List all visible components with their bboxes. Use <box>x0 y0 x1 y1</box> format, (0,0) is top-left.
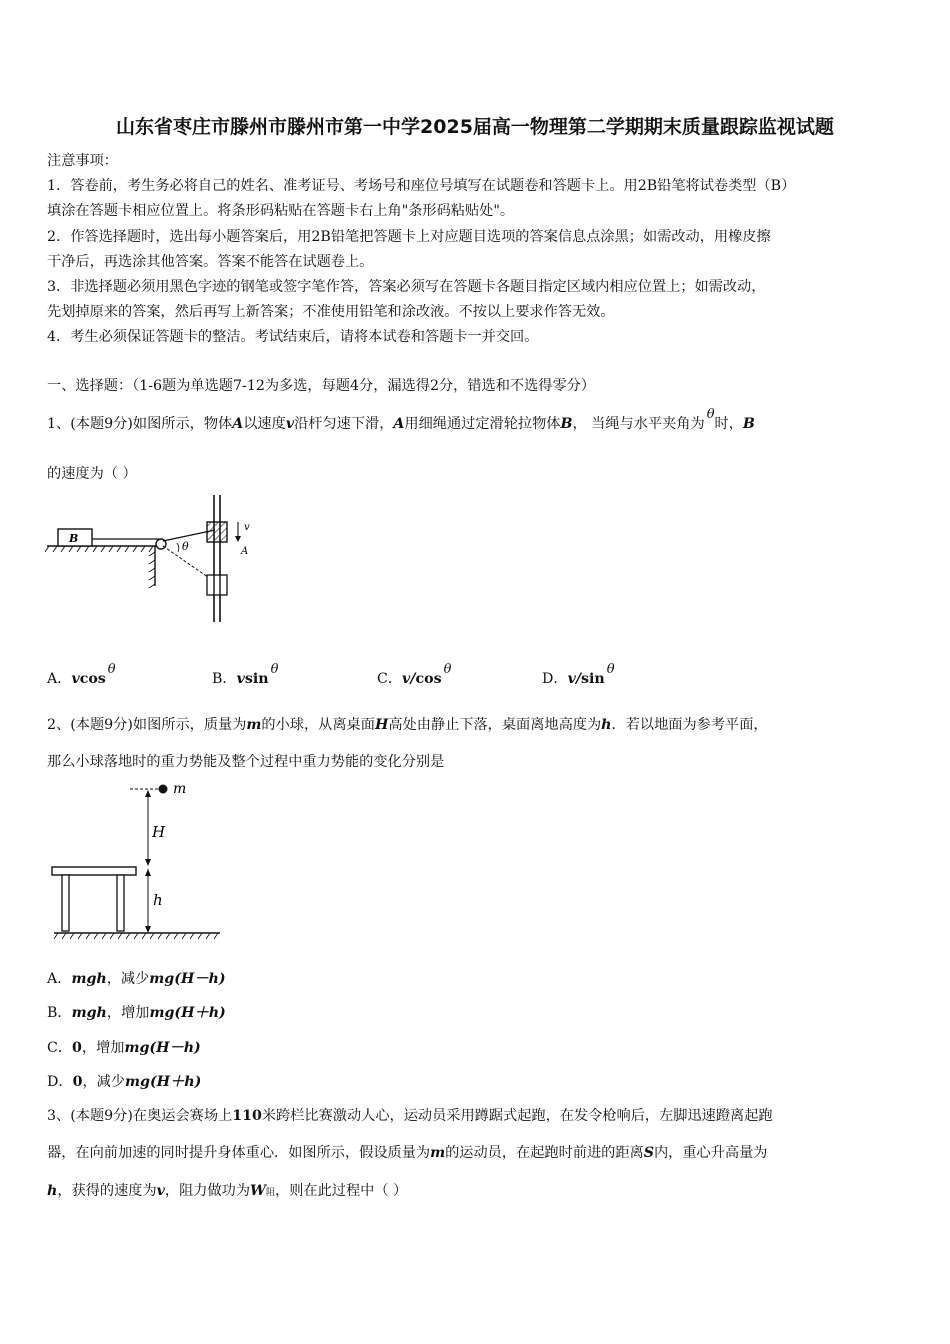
notice-heading: 注意事项： <box>47 153 118 169</box>
q1-option-d: D．v/sinθ <box>542 662 615 687</box>
fig-label-A: A <box>241 546 249 557</box>
notice-line: 3．非选择题必须用黑色字迹的钢笔或签字笔作答，答案必须写在答题卡各题目指定区域内相应位置上；如需改动， <box>47 279 766 295</box>
q2-figure <box>50 775 230 945</box>
q2-stem: 2、(本题9分)如图所示，质量为m的小球，从离桌面H高处由静止下落，桌面离地高度为h．若以地面为参考平面， <box>47 717 768 733</box>
q1-option-a: A．vcosθ <box>47 662 116 687</box>
q1-stem: 1、(本题9分)如图所示，物体A以速度v沿杆匀速下滑，A用细绳通过定滑轮拉物体B， 当绳与水平夹角为θ时，B <box>47 407 755 432</box>
q3-stem-line3: h，获得的速度为v，阻力做功为W阻，则在此过程中（ ） <box>47 1183 408 1199</box>
q1-option-b: B．vsinθ <box>212 662 279 687</box>
q3-stem-line2: 器，在向前加速的同时提升身体重心．如图所示，假设质量为m的运动员，在起跑时前进的距离S内，重心升高量为 <box>47 1145 768 1161</box>
q2-option-c: C．0，增加mg(H－h) <box>47 1040 201 1056</box>
fig-label-h: h <box>153 891 163 909</box>
notice-line: 先划掉原来的答案，然后再写上新答案；不准使用铅笔和涂改液。不按以上要求作答无效。 <box>47 304 615 320</box>
q2-stem-line2: 那么小球落地时的重力势能及整个过程中重力势能的变化分别是 <box>47 754 445 770</box>
q3-stem: 3、(本题9分)在奥运会赛场上110米跨栏比赛激动人心，运动员采用蹲踞式起跑，在发令枪响后，左脚迅速蹬离起跑 <box>47 1108 773 1124</box>
fig-label-H: H <box>152 823 166 841</box>
notice-line: 2．作答选择题时，选出每小题答案后，用2B铅笔把答题卡上对应题目选项的答案信息点涂黑；如需改动，用橡皮擦 <box>47 229 771 245</box>
notice-line: 1．答卷前，考生务必将自己的姓名、准考证号、考场号和座位号填写在试题卷和答题卡上。用2B铅笔将试卷类型（B） <box>47 178 796 194</box>
fig-label-theta: θ <box>182 540 189 553</box>
fig-label-B: B <box>69 532 79 545</box>
q2-option-b: B．mgh，增加mg(H＋h) <box>47 1005 226 1021</box>
fig-label-v: v <box>244 522 250 533</box>
q1-stem-line2: 的速度为（ ） <box>47 466 137 482</box>
fig-label-m: m <box>173 781 187 797</box>
q2-option-d: D．0，减少mg(H＋h) <box>47 1074 202 1090</box>
notice-line: 干净后，再选涂其他答案。答案不能答在试题卷上。 <box>47 254 374 270</box>
q1-option-c: C．v/cosθ <box>377 662 452 687</box>
q1-figure <box>45 490 275 630</box>
section-heading: 一、选择题：（1-6题为单选题7-12为多选，每题4分，漏选得2分，错选和不选得零分） <box>47 378 596 394</box>
q2-option-a: A．mgh，减少mg(H－h) <box>47 971 226 987</box>
page-title: 山东省枣庄市滕州市滕州市第一中学2025届高一物理第二学期期末质量跟踪监视试题 <box>116 116 834 138</box>
notice-line: 4．考生必须保证答题卡的整洁。考试结束后，请将本试卷和答题卡一并交回。 <box>47 329 539 345</box>
notice-line: 填涂在答题卡相应位置上。将条形码粘贴在答题卡右上角"条形码粘贴处"。 <box>47 203 515 219</box>
